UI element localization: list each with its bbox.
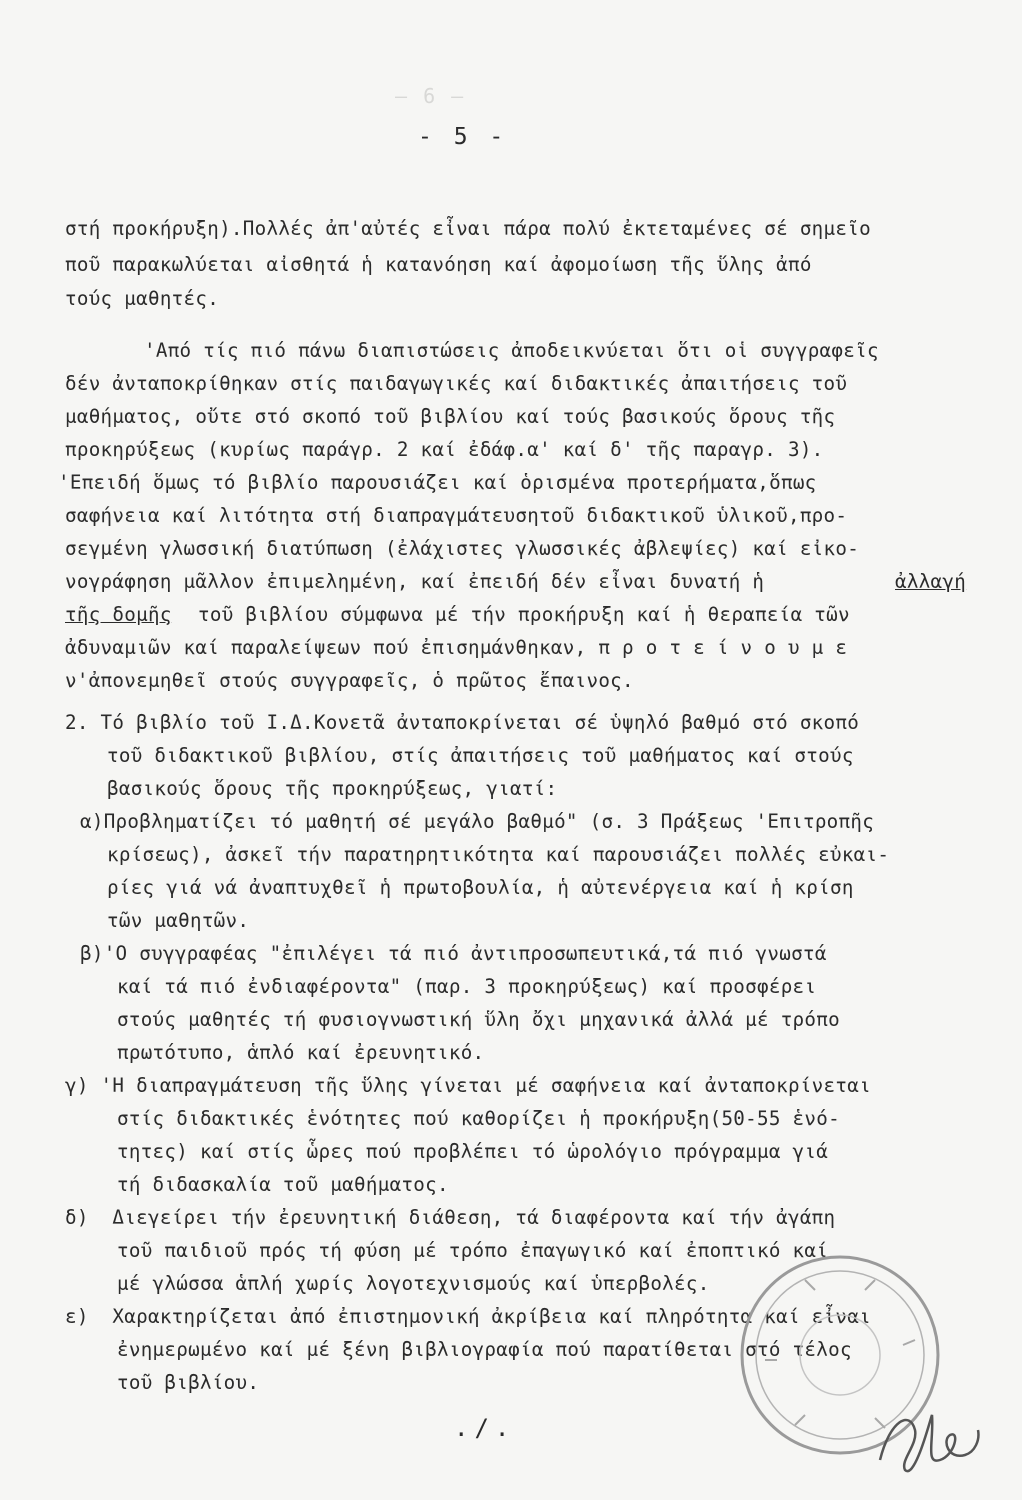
text-line: ἀδυναμιῶν καί παραλείψεων πού ἐπισημάνθηκαν, π ρ ο τ ε ί ν ο υ μ ε [65,636,848,659]
bleed-through-page-number: – 6 – [395,84,466,108]
text-line: βασικούς ὅρους τῆς προκηρύξεως, γιατί: [107,777,558,800]
text-line: σαφήνεια καί λιτότητα στή διαπραγμάτευσητοῦ διδακτικοῦ ὑλικοῦ,προ- [65,504,848,527]
text-line: πρωτότυπο, ἁπλό καί ἐρευνητικό. [117,1041,485,1064]
underlined-text: ἀλλαγή [895,570,967,593]
text-line: ποῦ παρακωλύεται αἰσθητά ἡ κατανόηση καί ἀφομοίωση τῆς ὕλης ἀπό [65,253,812,276]
text-line: ρίες γιά νά ἀναπτυχθεῖ ἡ πρωτοβουλία, ἡ αὐτενέργεια καί ἡ κρίση [107,876,854,899]
text-line: μαθήματος, οὔτε στό σκοπό τοῦ βιβλίου καί τούς βασικούς ὅρους τῆς [65,405,836,428]
text-line: δέν ἀνταποκρίθηκαν στίς παιδαγωγικές καί διδακτικές ἀπαιτήσεις τοῦ [65,372,848,395]
handwritten-signature [870,1400,990,1480]
text-line: τοῦ παιδιοῦ πρός τή φύση μέ τρόπο ἐπαγωγικό καί ἐποπτικό καί [117,1239,829,1262]
text-line: τητες) καί στίς ὧρες πού προβλέπει τό ὡρολόγιο πρόγραμμα γιά [117,1140,829,1163]
text-line: 'Επειδή ὅμως τό βιβλίο παρουσιάζει καί ὁρισμένα προτερήματα,ὅπως [58,471,817,494]
text-line: καί τά πιό ἐνδιαφέροντα" (παρ. 3 προκηρύξεως) καί προσφέρει [117,975,817,998]
text-line: τῶν μαθητῶν. [107,909,250,932]
text-line: α)Προβληματίζει τό μαθητή σέ μεγάλο βαθμό" (σ. 3 Πράξεως 'Επιτροπῆς [80,810,875,833]
text-line: τούς μαθητές. [65,287,220,310]
text-line: στή προκήρυξη).Πολλές ἀπ'αὐτές εἶναι πάρα πολύ ἐκτεταμένες σέ σημεῖο [65,217,871,240]
text-line: στούς μαθητές τή φυσιογνωστική ὕλη ὄχι μηχανικά ἀλλά μέ τρόπο [117,1008,840,1031]
page-number: - 5 - [418,124,508,150]
text-line: β)'Ο συγγραφέας "ἐπιλέγει τά πιό ἀντιπροσωπευτικά,τά πιό γνωστά [80,942,827,965]
text-line: γ) 'Η διαπραγμάτευση τῆς ὕλης γίνεται μέ σαφήνεια καί ἀνταποκρίνεται [65,1074,871,1097]
text-line: σεγμένη γλωσσική διατύπωση (ἐλάχιστες γλωσσικές ἀβλεψίες) καί εἰκο- [65,537,860,560]
text-line: ν'ἀπονεμηθεῖ στούς συγγραφεῖς, ὁ πρῶτος ἔπαινος. [65,669,634,692]
text-line: τοῦ βιβλίου. [117,1371,260,1394]
text-line: προκηρύξεως (κυρίως παράγρ. 2 καί ἐδάφ.α' καί δ' τῆς παραγρ. 3). [65,438,824,461]
continuation-mark: ./. [454,1414,516,1442]
text-line: ἐνημερωμένο καί μέ ξένη βιβλιογραφία πού παρατίθεται στό τέλος [117,1338,852,1361]
text-line: δ) Διεγείρει τήν ἐρευνητική διάθεση, τά διαφέροντα καί τήν ἀγάπη [65,1206,836,1229]
underlined-text: τῆς δομῆς [65,603,172,626]
text-line: μέ γλώσσα ἁπλή χωρίς λογοτεχνισμούς καί ὑπερβολές. [117,1272,710,1295]
text-line: 2. Τό βιβλίο τοῦ Ι.Δ.Κονετᾶ ἀνταποκρίνεται σέ ὑψηλό βαθμό στό σκοπό [65,711,860,734]
text-line: τοῦ διδακτικοῦ βιβλίου, στίς ἀπαιτήσεις τοῦ μαθήματος καί στούς [107,744,854,767]
text-line: τή διδασκαλία τοῦ μαθήματος. [117,1173,449,1196]
text-line: νογράφηση μᾶλλον ἐπιμελημένη, καί ἐπειδή δέν εἶναι δυνατή ἡ [65,570,765,593]
text-line: τοῦ βιβλίου σύμφωνα μέ τήν προκήρυξη καί ἡ θεραπεία τῶν [198,603,850,626]
text-line: κρίσεως), ἀσκεῖ τήν παρατηρητικότητα καί παρουσιάζει πολλές εὐκαι- [107,843,890,866]
text-line: στίς διδακτικές ἑνότητες πού καθορίζει ἡ προκήρυξη(50-55 ἑνό- [117,1107,840,1130]
text-line: 'Από τίς πιό πάνω διαπιστώσεις ἀποδεικνύεται ὅτι οἱ συγγραφεῖς [144,339,879,362]
text-line: ε) Χαρακτηρίζεται ἀπό ἐπιστημονική ἀκρίβεια καί πληρότητα καί εἶναι [65,1305,871,1328]
